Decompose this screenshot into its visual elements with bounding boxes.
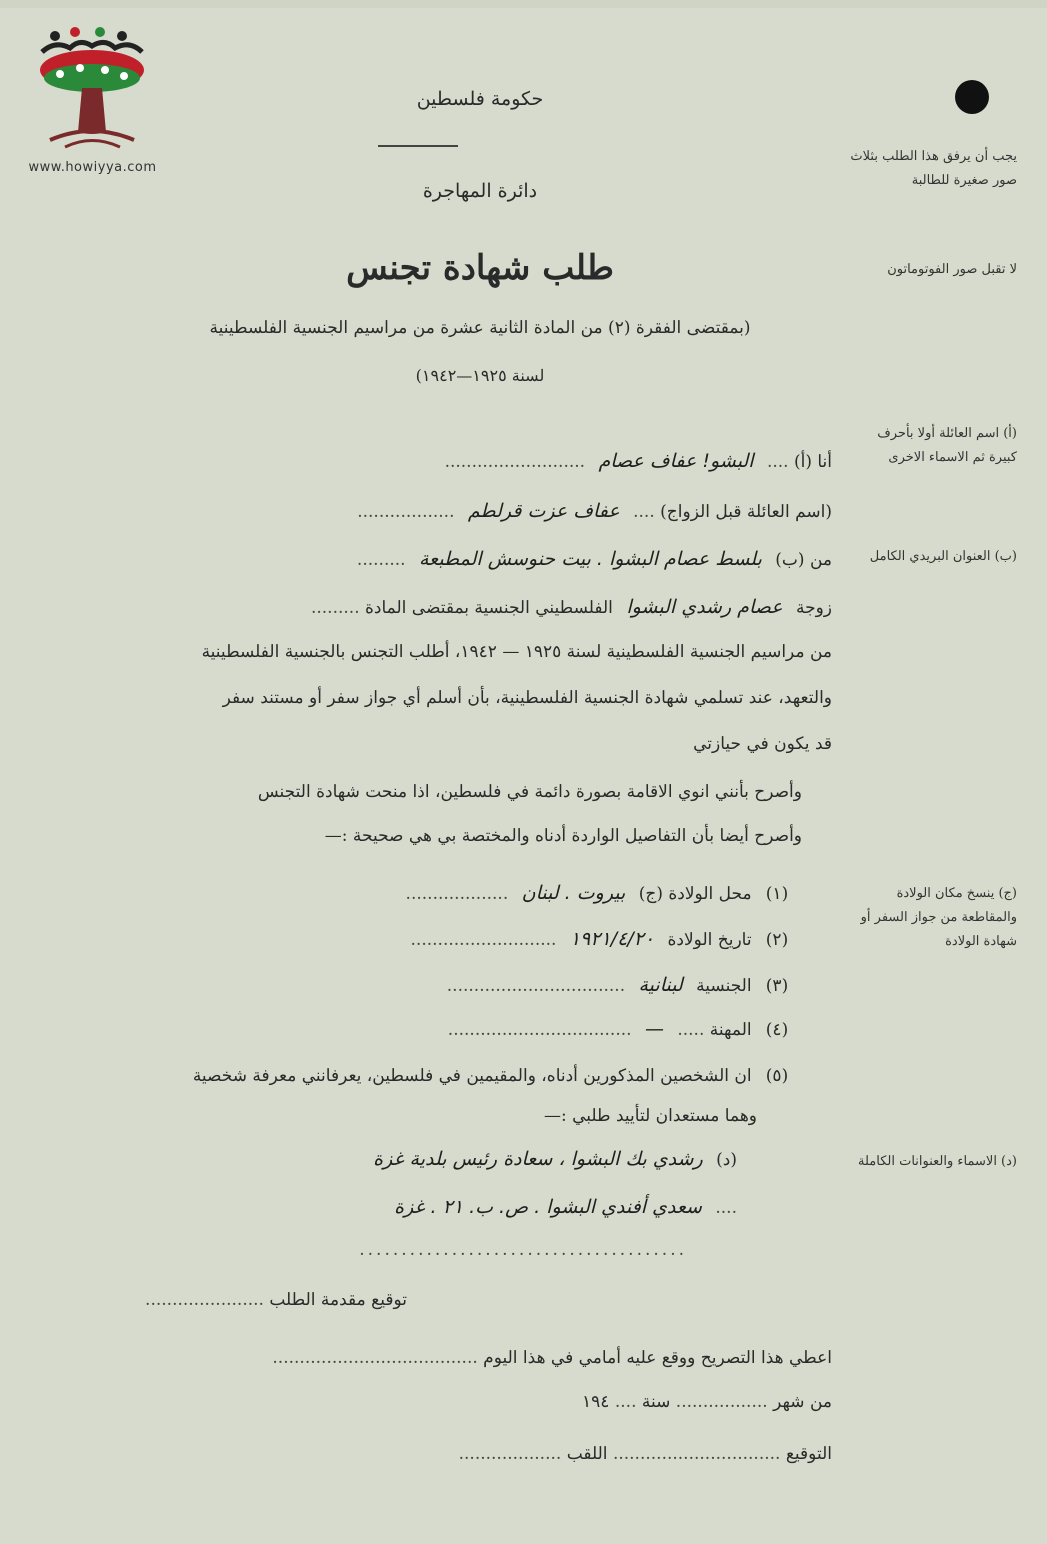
dot-leader: ......... [310, 598, 360, 618]
year-label: سنة [641, 1392, 671, 1412]
address-label: من (ب) [775, 550, 832, 570]
dot-leader: .... [766, 452, 789, 472]
referee-2-value: سعدي أفندي البشوا . ص. ب. ٢١ . غزة [394, 1196, 702, 1218]
title-label: اللقب [566, 1444, 608, 1464]
wife-text: الفلسطيني الجنسية بمقتضى المادة [365, 598, 613, 618]
referee-1 [365, 1148, 737, 1170]
date-line [582, 1392, 832, 1412]
dot-leader: .......................... [444, 452, 586, 472]
note-photomaton: لا تقبل صور الفوتوماتون [887, 262, 1017, 277]
item-number: (٢) [765, 930, 789, 950]
dot-leader: ................... [405, 884, 509, 904]
paragraph-2: والتعهد، عند تسلمي شهادة الجنسية الفلسطينية، بأن أسلم أي جواز سفر أو مستند سفر [222, 688, 832, 708]
dot-leader: ................. [675, 1392, 768, 1412]
line-address [357, 548, 832, 570]
note-photos: يجب أن يرفق هذا الطلب بثلاث صور صغيرة للطالبة [850, 149, 1017, 188]
referee-1-value: رشدي بك البشوا ، سعادة رئيس بلدية غزة [373, 1148, 703, 1170]
item-profession [448, 1018, 797, 1040]
item5-text2: وهما مستعدان لتأييد طلبي :— [544, 1106, 757, 1126]
line-name [445, 450, 832, 472]
logo-url: www.howiyya.com [28, 160, 157, 175]
dot-leader: ................... [458, 1444, 562, 1464]
referee-2 [386, 1196, 737, 1218]
line-maiden [357, 500, 832, 522]
department-heading: دائرة المهاجرة [422, 180, 538, 202]
line-wife [311, 596, 832, 618]
note-b: (ب) العنوان البريدي الكامل [869, 549, 1017, 564]
wife-prefix: زوجة [795, 598, 832, 618]
item-number: (٥) [765, 1066, 789, 1086]
dot-leader: ....................................... [359, 1240, 687, 1260]
item5-text: ان الشخصين المذكورين أدناه، والمقيمين في فلسطين، يعرفانني معرفة شخصية [192, 1066, 752, 1086]
dot-leader: .... [715, 1198, 737, 1218]
dot-leader: .................................. [447, 1020, 632, 1040]
form-years: لسنة ١٩٢٥—١٩٤٢) [415, 366, 545, 385]
name-label: أنا (أ) [793, 452, 832, 472]
item-referees [193, 1066, 797, 1086]
dot-leader: ............................... [612, 1444, 781, 1464]
maiden-value: عفاف عزت قرلطم [467, 500, 620, 522]
month-label: من شهر [773, 1392, 832, 1412]
declaration-line [272, 1348, 832, 1368]
item-label: محل الولادة (ج) [638, 884, 752, 904]
government-heading: حكومة فلسطين [416, 88, 544, 110]
form-subtitle: (بمقتضى الفقرة (٢) من المادة الثانية عشرة من مراسيم الجنسية الفلسطينية [209, 318, 751, 338]
dot-leader: ................................. [446, 976, 626, 996]
ref-label: (د) [716, 1150, 737, 1170]
dot-leader: .... [614, 1392, 637, 1412]
item-label: المهنة [709, 1020, 752, 1040]
dot-leader: ........................... [410, 930, 557, 950]
item-birthplace [406, 882, 797, 904]
item-label: تاريخ الولادة [667, 930, 752, 950]
paragraph-3: قد يكون في حيازتي [693, 734, 832, 754]
item-value: بيروت . لبنان [521, 882, 626, 904]
header-rule [378, 145, 458, 147]
address-value: بلسط عصام البشوا . بيت حنوسش المطبعة [418, 548, 762, 570]
punch-hole [955, 80, 989, 114]
note-c: (ج) ينسخ مكان الولادة والمقاطعة من جواز السفر أو شهادة الولادة [860, 886, 1017, 949]
applicant-sign-label: توقيع مقدمة الطلب [269, 1290, 407, 1310]
item-number: (٤) [765, 1020, 789, 1040]
paragraph-5: وأصرح أيضا بأن التفاصيل الواردة أدناه والمختصة بي هي صحيحة :— [324, 826, 802, 846]
top-edge [0, 0, 1047, 8]
sign-label: التوقيع [785, 1444, 832, 1464]
paragraph-4: وأصرح بأنني انوي الاقامة بصورة دائمة في فلسطين، اذا منحت شهادة التجنس [257, 782, 802, 802]
item-label: الجنسية [696, 976, 752, 996]
note-a: (أ) اسم العائلة أولا بأحرف كبيرة ثم الاسماء الاخرى [877, 426, 1017, 465]
note-d: (د) الاسماء والعنوانات الكاملة [858, 1154, 1017, 1169]
applicant-signature-line [145, 1290, 407, 1310]
dot-leader: .................. [357, 502, 455, 522]
declaration-text: اعطي هذا التصريح ووقع عليه أمامي في هذا اليوم [483, 1348, 832, 1368]
paragraph-1: من مراسيم الجنسية الفلسطينية لسنة ١٩٢٥ — ١٩٤٢، أطلب التجنس بالجنسية الفلسطينية [201, 642, 832, 662]
name-value: البشو! عفاف عصام [598, 450, 754, 472]
official-signature-line [459, 1444, 832, 1464]
dot-leader: ...................................... [272, 1348, 478, 1368]
item-value: ١٩٢١/٤/٢٠ [569, 928, 655, 950]
dot-leader: ..... [677, 1020, 705, 1040]
dot-leader: ......... [356, 550, 406, 570]
item-value: — [644, 1018, 664, 1040]
item-number: (١) [765, 884, 789, 904]
wife-value: عصام رشدي البشوا [626, 596, 783, 618]
item-number: (٣) [765, 976, 789, 996]
dot-leader: .... [633, 502, 655, 522]
item-birthdate [411, 928, 797, 950]
item-value: لبنانية [638, 974, 683, 996]
year-value: ١٩٤ [582, 1392, 610, 1412]
item-nationality [447, 974, 797, 996]
maiden-label: (اسم العائلة قبل الزواج) [660, 502, 832, 522]
blank-line [359, 1240, 687, 1260]
dot-leader: ...................... [145, 1290, 264, 1310]
form-title: طلب شهادة تجنس [346, 248, 614, 288]
